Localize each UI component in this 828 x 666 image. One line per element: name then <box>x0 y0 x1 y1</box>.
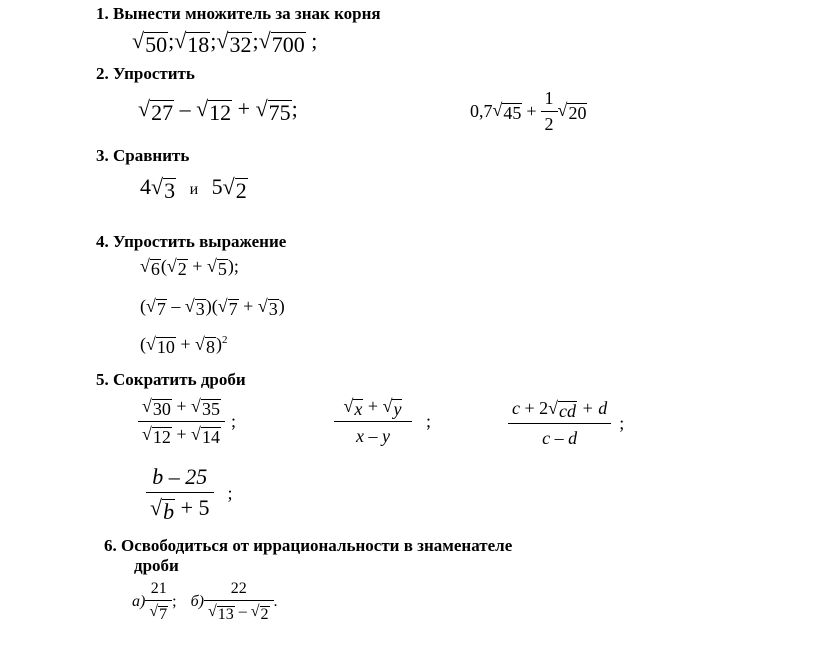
operator: + <box>176 396 187 416</box>
numerator: b – 25 <box>152 464 208 489</box>
operator: + d <box>581 398 608 418</box>
task2-heading: 2. Упростить <box>96 64 195 83</box>
denominator: x – y <box>334 421 412 447</box>
numerator: √ x + √ y <box>343 396 402 419</box>
radical: √ 27 <box>138 96 174 125</box>
radical: √ 3 <box>184 296 205 319</box>
task4-line3 <box>140 334 227 357</box>
radical: √ 12 <box>196 96 232 125</box>
fraction <box>138 396 225 447</box>
operator: + <box>526 101 537 121</box>
radicand: cd <box>559 401 577 421</box>
radicand: 32 <box>229 32 252 57</box>
separator: ; <box>305 28 318 53</box>
radicand: 12 <box>209 100 232 125</box>
operator: + <box>192 256 203 276</box>
separator: . <box>273 592 278 610</box>
coefficient: 4 <box>140 174 151 199</box>
paren: )( <box>205 296 218 316</box>
radical: √ 6 <box>140 256 160 279</box>
radicand: 13 <box>217 606 234 623</box>
denominator: 2 <box>541 111 558 135</box>
separator: ; <box>252 28 259 53</box>
radical: √ 7 <box>146 296 166 319</box>
radicand: 45 <box>503 102 522 123</box>
separator: ; <box>168 28 175 53</box>
fraction <box>204 580 274 624</box>
radical: √ 18 <box>174 28 210 57</box>
radicand: 2 <box>260 606 269 623</box>
denominator: √ b + 5 <box>146 492 214 523</box>
denominator: √ 13 – √ 2 <box>204 600 274 624</box>
radical: √ 10 <box>146 334 175 357</box>
fraction <box>541 88 558 135</box>
conjunction: и <box>189 181 199 198</box>
radicand: 18 <box>187 32 210 57</box>
radical: √ 45 <box>492 99 522 123</box>
paren: ) <box>278 296 285 316</box>
denominator: c – d <box>508 423 611 449</box>
radical: √ 3 <box>257 296 278 319</box>
radical: √ 75 <box>255 96 291 125</box>
task1-heading: 1. Вынести множитель за знак корня <box>96 4 381 23</box>
radicand: 7 <box>156 299 166 319</box>
paren: ( <box>140 296 146 316</box>
radicand: 3 <box>268 299 278 319</box>
radical: √ 50 <box>132 28 168 57</box>
item-label: а) <box>132 592 146 610</box>
task4-line1 <box>140 256 239 279</box>
radicand: 35 <box>201 399 220 419</box>
separator: ; <box>619 412 625 433</box>
separator: ; <box>172 592 177 610</box>
radicand: 2 <box>235 178 247 203</box>
exponent: 2 <box>221 334 228 346</box>
paren: ); <box>227 256 239 276</box>
radicand: 2 <box>177 259 187 279</box>
separator: ; <box>230 410 236 431</box>
denominator: √ 7 <box>145 600 172 624</box>
coefficient: 5 <box>211 174 223 199</box>
task1-expression <box>132 28 317 56</box>
radicand: x <box>354 399 363 419</box>
radicand: 5 <box>217 259 227 279</box>
fraction <box>145 580 172 624</box>
operator: + <box>176 423 187 444</box>
radicand: 50 <box>145 32 168 57</box>
numerator: 1 <box>544 88 554 108</box>
radical: √ 2 <box>222 174 247 203</box>
operator: – <box>238 603 247 620</box>
coefficient: 0,7 <box>470 101 493 121</box>
task5-fraction-2 <box>334 396 431 447</box>
radicand: 7 <box>228 299 238 319</box>
radicand: 30 <box>152 399 171 419</box>
fraction <box>334 396 412 447</box>
numerator: c + 2 √ cd + d <box>512 398 608 421</box>
radicand: 700 <box>271 32 305 57</box>
task5-fraction-1 <box>138 396 236 447</box>
radical: √ 5 <box>206 256 227 279</box>
radical: √ 7 <box>217 296 238 319</box>
operator: + <box>367 396 379 416</box>
paren: ( <box>140 334 146 354</box>
paren: ( <box>160 256 167 276</box>
radicand: 3 <box>164 178 176 203</box>
radicand: 10 <box>156 337 175 357</box>
denominator: √ 12 + √ 14 <box>138 421 225 447</box>
numerator: √ 30 + √ 35 <box>142 396 220 419</box>
paren: ) <box>215 334 222 354</box>
numerator: 22 <box>230 580 247 597</box>
radicand: 27 <box>151 100 174 125</box>
separator: ; <box>227 483 233 504</box>
fraction <box>508 398 611 449</box>
separator: ; <box>291 96 298 121</box>
task6-heading-cont: дроби <box>134 556 179 575</box>
radicand: 20 <box>568 102 587 123</box>
task5-fraction-4 <box>146 464 233 523</box>
separator: ; <box>210 28 217 53</box>
item-label: б) <box>190 592 204 610</box>
radical: √ 32 <box>216 28 252 57</box>
operator: + 5 <box>180 495 210 520</box>
task4-heading: 4. Упростить выражение <box>96 232 287 251</box>
task6-heading: 6. Освободиться от иррациональности в знаменателе <box>104 536 513 555</box>
radicand: 3 <box>195 299 205 319</box>
radical: √ 20 <box>557 99 587 123</box>
radicand: 75 <box>268 100 291 125</box>
task4-line2 <box>140 296 285 319</box>
radical: √ 2 <box>166 256 187 279</box>
separator: ; <box>425 410 431 431</box>
task2-expression-a <box>138 96 298 124</box>
numerator: 21 <box>150 580 167 597</box>
radicand: 7 <box>159 606 168 623</box>
radicand: y <box>393 399 402 419</box>
operator: – <box>171 296 181 316</box>
radical: √ 8 <box>195 334 215 357</box>
task2-expression-b <box>470 88 587 135</box>
operator: + 2 <box>524 398 549 418</box>
term: c <box>512 398 520 418</box>
task5-heading: 5. Сократить дроби <box>96 370 246 389</box>
operator: + <box>180 334 191 354</box>
radicand: 6 <box>150 259 160 279</box>
task6-expressions <box>132 580 278 624</box>
operator: + <box>243 296 254 316</box>
radical: √ 3 <box>151 174 176 203</box>
radicand: b <box>163 499 175 524</box>
task5-fraction-3 <box>508 398 624 449</box>
task3-expression <box>140 174 248 202</box>
operator: – <box>179 96 191 121</box>
operator: + <box>237 96 251 121</box>
radicand: 8 <box>205 337 215 357</box>
radicand: 14 <box>201 426 220 447</box>
task3-heading: 3. Сравнить <box>96 146 190 165</box>
radical: √ 700 <box>258 28 305 57</box>
radicand: 12 <box>152 426 171 447</box>
fraction <box>146 464 214 523</box>
